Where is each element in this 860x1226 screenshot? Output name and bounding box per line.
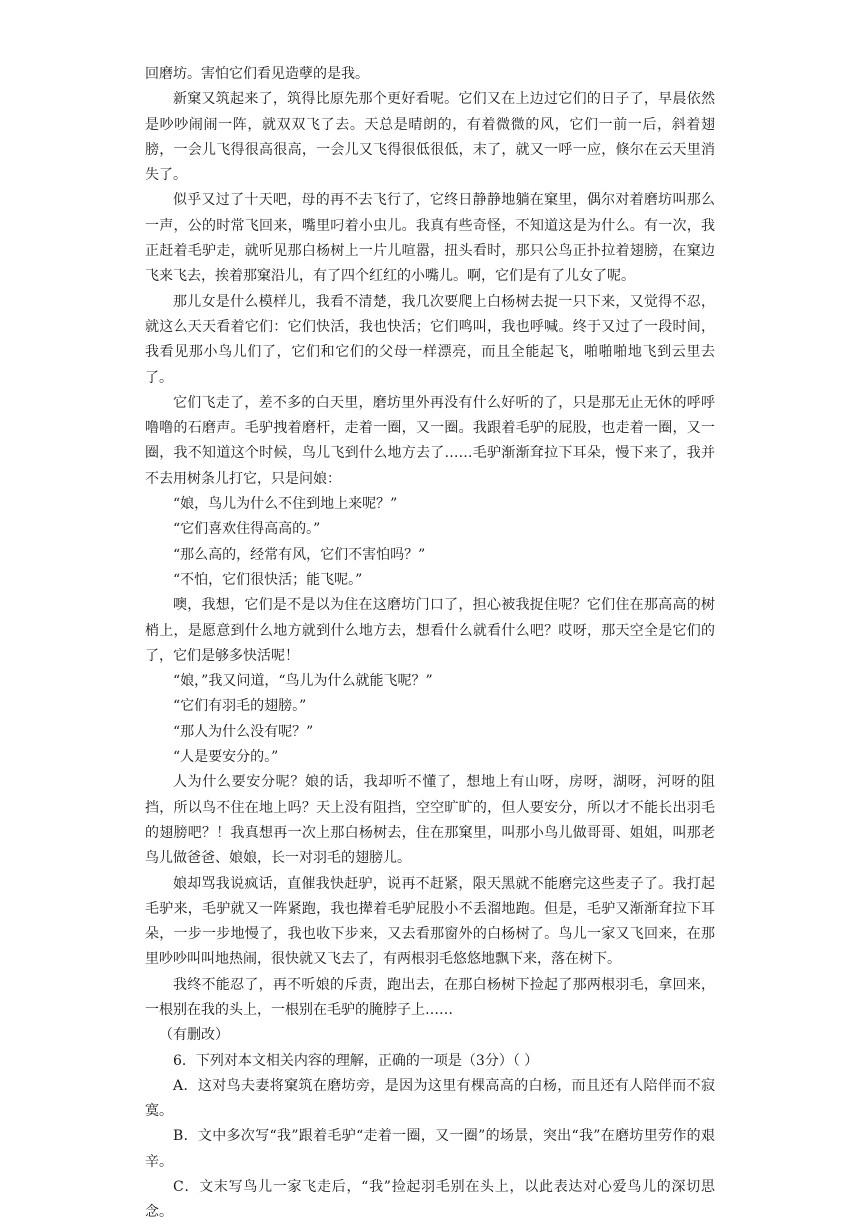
edit-note: （有删改） (159, 1027, 229, 1044)
paragraph: 娘却骂我说疯话，直催我快赶驴，说再不赶紧，限天黑就不能磨完这些麦子了。我打起毛驴来，毛驴就又一阵紧跑，我也撵着毛驴屁股小不丢溜地跑。但是，毛驴又渐渐耷拉下耳朵，一步一步地慢了，我也收下步来，又去看那窗外的白杨树了。鸟儿一家又飞回来，在那里吵吵叫叫地热闹，很快就又飞去了，有两根羽毛悠悠地飘下来，落在树下。 (145, 875, 715, 968)
paragraph: 我终不能忍了，再不听娘的斥责，跑出去，在那白杨树下捡起了那两根羽毛，拿回来，一根别在我的头上，一根别在毛驴的腌脖子上…… (145, 976, 715, 1018)
option-a: A．这对鸟夫妻将窠筑在磨坊旁，是因为这里有棵高高的白杨，而且还有人陪伴而不寂寞。 (145, 1077, 715, 1120)
dialogue-line: “那人为什么没有呢？” (173, 723, 314, 740)
dialogue-line: “不怕，它们很快活；能飞呢。” (173, 571, 363, 588)
paragraph: 噢，我想，它们是不是以为住在这磨坊门口了，担心被我捉住呢？它们住在那高高的树梢上，是愿意到什么地方就到什么地方去，想看什么就看什么吧？哎呀，那天空全是它们的了，它们是够多快活呢！ (145, 597, 715, 664)
dialogue-line: “它们喜欢住得高高的。” (173, 521, 321, 538)
option-b: B．文中多次写“我”跟着毛驴“走着一圈，又一圈”的场景，突出“我”在磨坊里劳作的艰辛。 (145, 1128, 715, 1170)
dialogue-line: “娘，鸟儿为什么不住到地上来呢？” (173, 496, 398, 513)
option-c: C．文末写鸟儿一家飞走后，“我”捡起羽毛别在头上，以此表达对心爱鸟儿的深切思念。 (145, 1179, 715, 1221)
paragraph: 回磨坊。害怕它们看见造孽的是我。 (145, 66, 369, 82)
dialogue-line: “人是要安分的。” (173, 749, 279, 766)
document-page (145, 62, 715, 1226)
dialogue-line: “那么高的，经常有风，它们不害怕吗？” (173, 546, 426, 563)
paragraph: 它们飞走了，差不多的白天里，磨坊里外再没有什么好听的了，只是那无止无休的呼呼噜噜的石磨声。毛驴拽着磨杆，走着一圈，又一圈。我跟着毛驴的屁股，也走着一圈，又一圈，我不知道这个时候，鸟儿飞到什么地方去了……毛驴渐渐耷拉下耳朵，慢下来了，我并不去用树条儿打它，只是问娘： (145, 394, 715, 487)
passage (145, 62, 715, 1049)
question-block (145, 1049, 715, 1226)
dialogue-line: “它们有羽毛的翅膀。” (173, 698, 307, 715)
paragraph: 新窠又筑起来了，筑得比原先那个更好看呢。它们又在上边过它们的日子了，早晨依然是吵吵闹闹一阵，就双双飞了去。天总是晴朗的，有着微微的风，它们一前一后，斜着翅膀，一会儿飞得很高很高，一会儿又飞得很低很低，末了，就又一呼一应，倏尔在云天里消失了。 (145, 91, 715, 184)
paragraph: 似乎又过了十天吧，母的再不去飞行了，它终日静静地躺在窠里，偶尔对着磨坊叫那么一声，公的时常飞回来，嘴里叼着小虫儿。我真有些奇怪，不知道这是为什么。有一次，我正赶着毛驴走，就听见那白杨树上一片儿喧嚣，扭头看时，那只公鸟正扑拉着翅膀，在窠边飞来飞去，挨着那窠沿儿，有了四个红红的小嘴儿。啊，它们是有了儿女了呢。 (145, 192, 715, 285)
paragraph: 那儿女是什么模样儿，我看不清楚，我几次要爬上白杨树去捉一只下来，又觉得不忍，就这么天天看着它们：它们快活，我也快活；它们鸣叫，我也呼喊。终于又过了一段时间，我看见那小鸟儿们了，它们和它们的父母一样漂亮，而且全能起飞，啪啪啪地飞到云里去了。 (145, 293, 715, 386)
question-stem: 6．下列对本文相关内容的理解，正确的一项是（3分）（ ） (173, 1052, 539, 1069)
paragraph: 人为什么要安分呢？娘的话，我却听不懂了，想地上有山呀，房呀，湖呀，河呀的阻挡，所以鸟不住在地上吗？天上没有阻挡，空空旷旷的，但人要安分，所以才不能长出羽毛的翅膀吧？！我真想再一次上那白杨树去，住在那窠里，叫那小鸟儿做哥哥、姐姐，叫那老鸟儿做爸爸、娘娘，长一对羽毛的翅膀儿。 (145, 774, 715, 867)
dialogue-line: “娘，”我又问道，“鸟儿为什么就能飞呢？” (173, 673, 433, 690)
